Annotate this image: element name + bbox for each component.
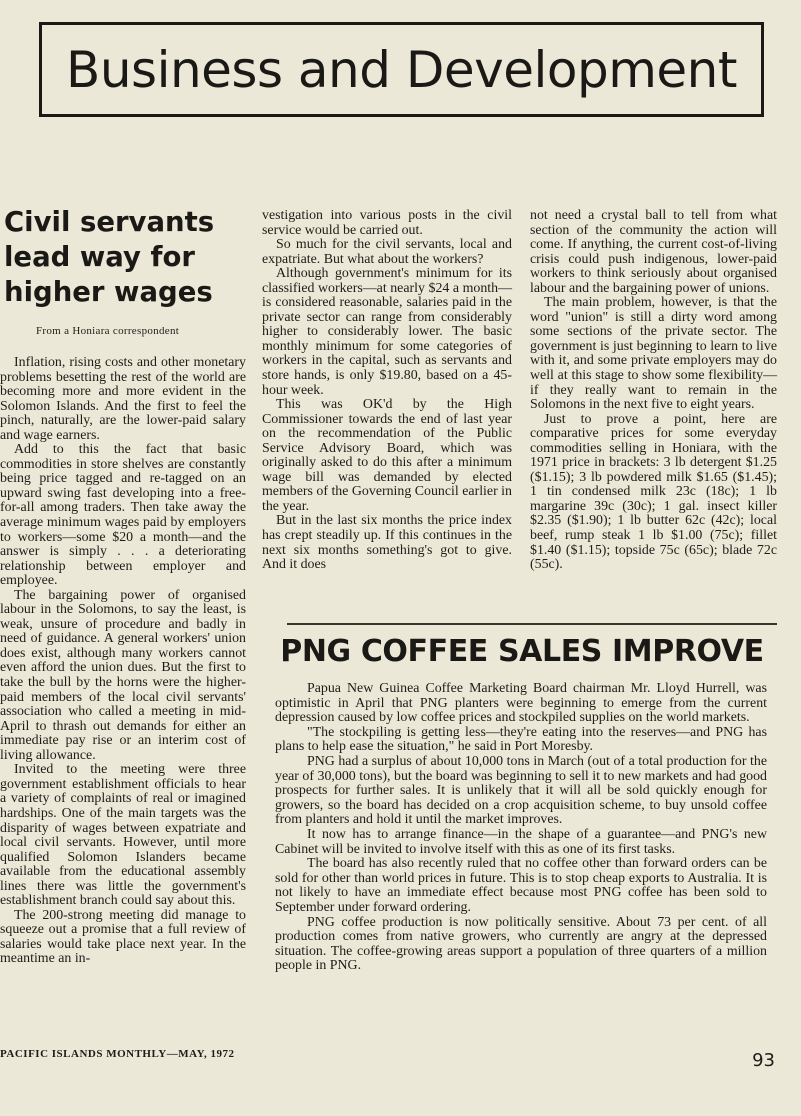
- paragraph: Invited to the meeting were three government establishment officials to hear a variety of complaints of real or imagined hardships. One of the main targets was the disparity of wages between expatriate and local civil servants. However, until more qualified Solomon Islanders became available from the educational assembly lines there was little the government's establishment branch could say about this.: [0, 762, 246, 909]
- paragraph: The main problem, however, is that the word "union" is still a dirty word among some sections of the private sector. The government is just beginning to learn to live with it, and some private employers may do well at this stage to show some flexibility—if they really want to remain in the Solomons in the next five to eight years.: [530, 295, 777, 413]
- article-column-3: [530, 209, 777, 573]
- paragraph: vestigation into various posts in the civil service would be carried out.: [262, 208, 512, 238]
- byline: From a Honiara correspondent: [36, 325, 180, 337]
- coffee-headline: PNG COFFEE SALES IMPROVE: [280, 634, 764, 669]
- paragraph: The bargaining power of organised labour in the Solomons, to say the least, is weak, unsure of procedure and badly in need of guidance. A general workers' union does exist, although many workers cannot even afford the union dues. But the first to take the bull by the horns were the higher-paid members of the local civil servants' association who called a meeting in mid-April to thrash out demands for either an immediate pay rise or an interim cost of living allowance.: [0, 587, 246, 763]
- page-number: 93: [752, 1050, 775, 1071]
- divider-rule: [287, 623, 777, 625]
- paragraph: Add to this the fact that basic commodities in store shelves are constantly being price tagged and re-tagged on an upward swing fast developing into a free-for-all among traders. Then take away the average minimum wages paid by employers to workers—some $20 a month—and the answer is simply . . . a deteriorating relationship between employer and employee.: [0, 442, 246, 589]
- paragraph: Just to prove a point, here are comparative prices for some everyday commodities selling in Honiara, with the 1971 price in brackets: 3 lb detergent $1.25 ($1.15); 3 lb powdered milk $1.65 ($1.45); 1 tin condensed milk 23c (18c); 1 lb margarine 39c (30c); 1 gal. insect killer $2.35 ($1.90); 1 lb butter 62c (42c); local beef, rump steak 1 lb $1.00 (75c); fillet $1.40 ($1.15); topside 75c (65c); blade 72c (55c).: [530, 411, 777, 573]
- article-column-2: [262, 209, 512, 573]
- section-banner: [39, 22, 764, 117]
- paragraph: So much for the civil servants, local and expatriate. But what about the workers?: [262, 237, 512, 267]
- paragraph: The board has also recently ruled that no coffee other than forward orders can be sold for other than world prices in future. This is to stop cheap exports to Australia. It is not likely to have an immediate effect because most PNG coffee has been sold to September under forward ordering.: [275, 856, 767, 915]
- paragraph: PNG coffee production is now politically sensitive. About 73 per cent. of all production comes from native growers, who currently are angry at the depressed situation. The coffee-growing areas support a population of three quarters of a million people in PNG.: [275, 914, 767, 974]
- paragraph: Inflation, rising costs and other monetary problems besetting the rest of the world are becoming more and more evident in the Solomon Islands. And the first to feel the pinch, naturally, are the lower-paid salary and wage earners.: [0, 355, 246, 443]
- article-headline: Civil servants lead way for higher wages: [4, 206, 215, 308]
- paragraph: PNG had a surplus of about 10,000 tons in March (out of a total production for the year of 30,000 tons), but the board was beginning to sell it to new markets and had good prospects for further sales. It is unlikely that it will all be sold quickly enough for growers, so the board has decided on a crop acquisition scheme, to buy unsold coffee from planters and hold it until the market improves.: [275, 753, 767, 828]
- paragraph: "The stockpiling is getting less—they're eating into the reserves—and PNG has plans to help ease the situation," he said in Port Moresby.: [275, 724, 767, 755]
- paragraph: This was OK'd by the High Commissioner towards the end of last year on the recommendation of the Public Service Advisory Board, which was originally asked to do this after a minimum wage bill was demanded by elected members of the Governing Council earlier in the year.: [262, 397, 512, 514]
- section-title: Business and Development: [66, 40, 737, 99]
- paragraph: Although government's minimum for its classified workers—at nearly $24 a month—is considered reasonable, salaries paid in the private sector can range from considerably higher to considerably lower. The basic monthly minimum for some categories of workers in the capital, such as servants and store hands, is only $19.80, based on a 45-hour week.: [262, 266, 512, 398]
- coffee-article-body: [275, 682, 767, 974]
- paragraph: not need a crystal ball to tell from what section of the community the action will come. If anything, the current cost-of-living crisis could push indigenous, lower-paid workers to think seriously about organised labour and the bargaining power of unions.: [530, 208, 777, 296]
- paragraph: But in the last six months the price index has crept steadily up. If this continues in the next six months something's got to give. And it does: [262, 513, 512, 573]
- paragraph: The 200-strong meeting did manage to squeeze out a promise that a full review of salaries would take place next year. In the meantime an in-: [0, 907, 246, 967]
- paragraph: Papua New Guinea Coffee Marketing Board chairman Mr. Lloyd Hurrell, was optimistic in April that PNG planters were beginning to emerge from the current depression caused by low coffee prices and stockpiled supplies on the world markets.: [275, 681, 767, 726]
- article-column-1: [0, 356, 246, 967]
- paragraph: It now has to arrange finance—in the shape of a guarantee—and PNG's new Cabinet will be invited to involve itself with this as one of its first tasks.: [275, 826, 767, 857]
- publication-footer: PACIFIC ISLANDS MONTHLY—MAY, 1972: [0, 1048, 235, 1060]
